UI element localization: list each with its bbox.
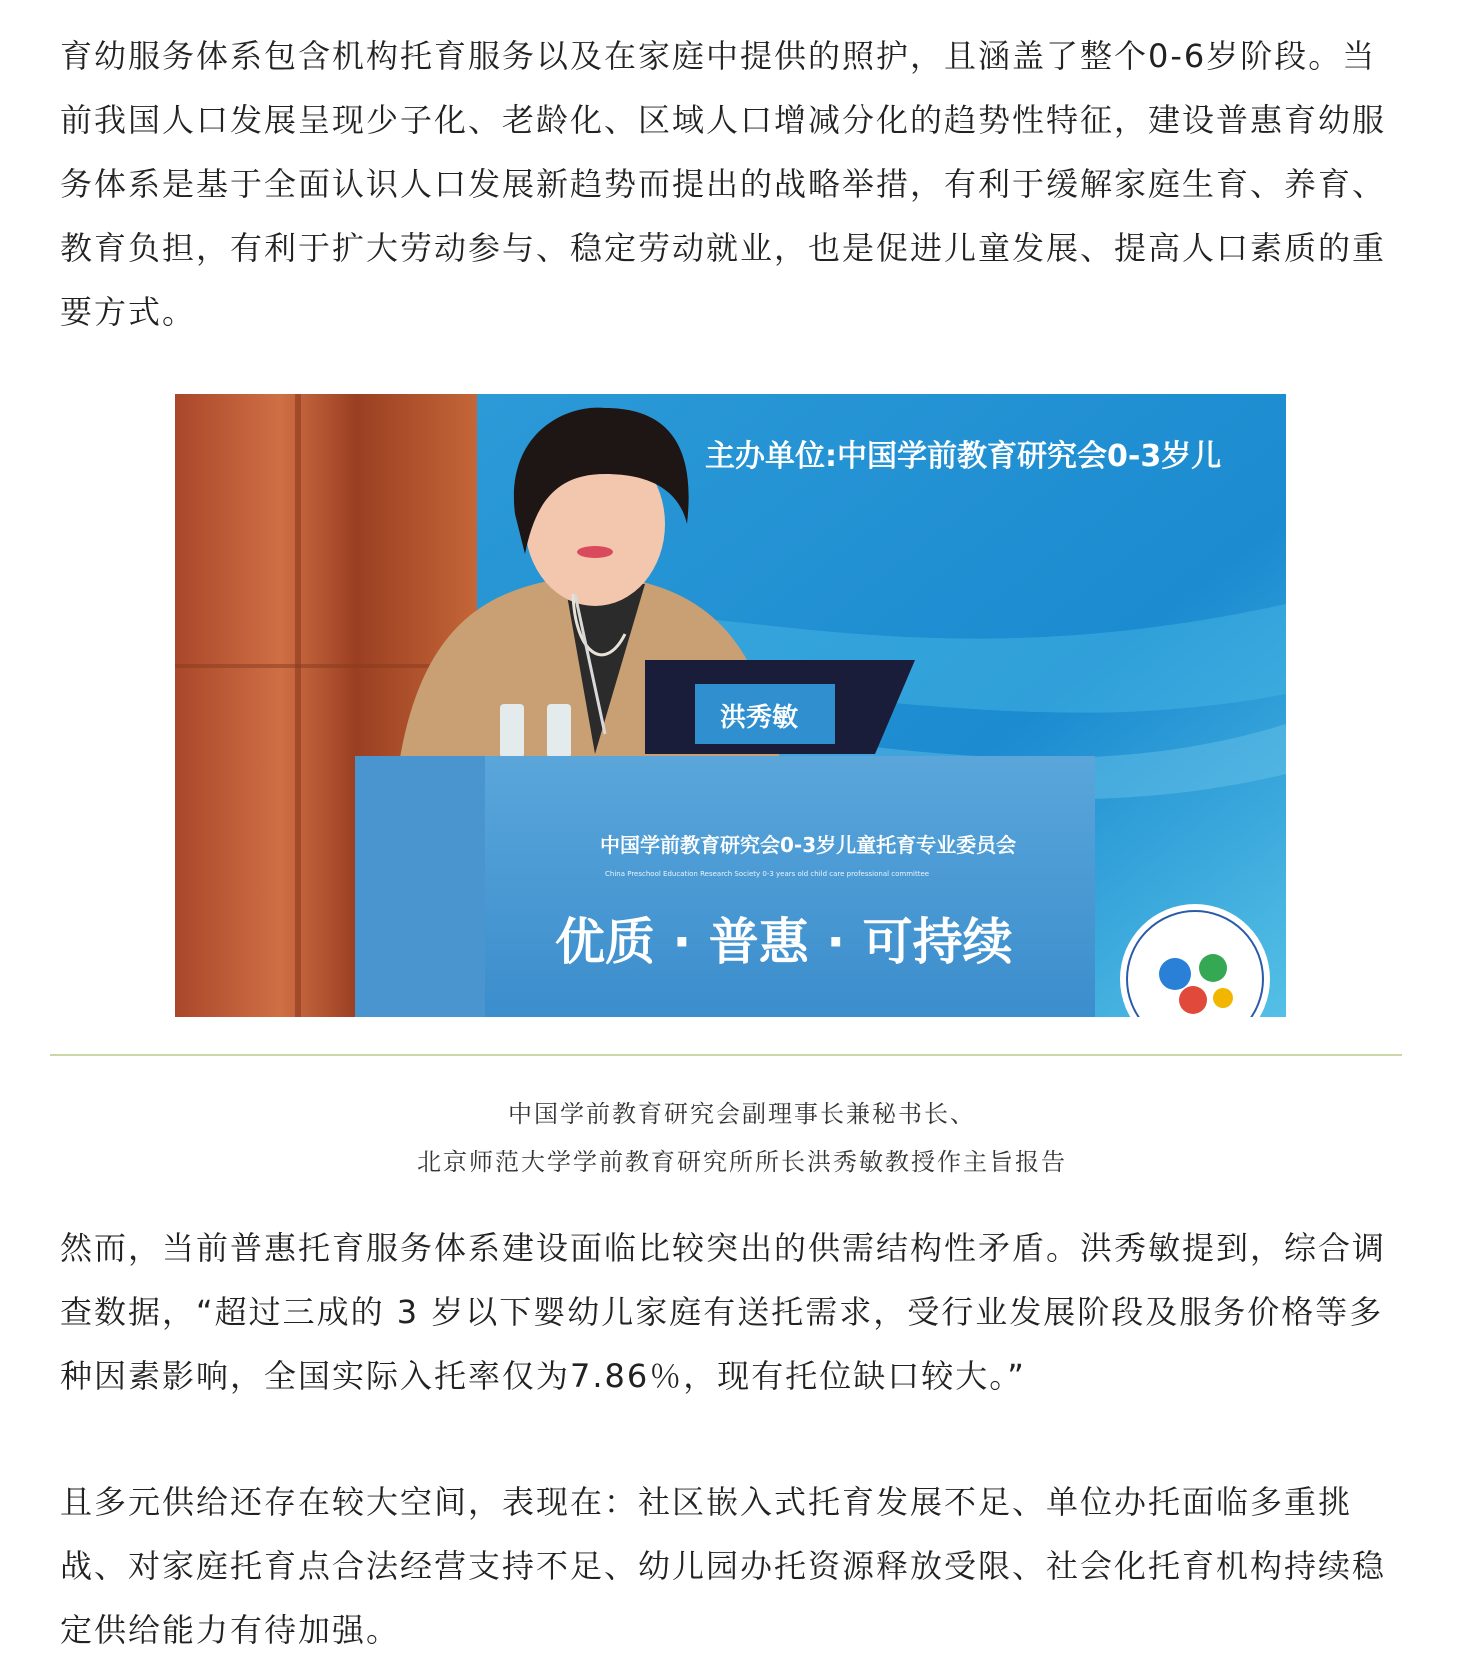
- photo-scene: [175, 394, 1286, 1017]
- podium-subtitle: China Preschool Education Research Society 0-3 years old child care professional committee: [605, 870, 930, 878]
- divider: [50, 1054, 1402, 1056]
- nameplate: 洪秀敏: [720, 703, 799, 733]
- article-paragraph-1: 育幼服务体系包含机构托育服务以及在家庭中提供的照护，且涵盖了整个0-6岁阶段。当前我国人口发展呈现少子化、老龄化、区域人口增减分化的趋势性特征，建设普惠育幼服务体系是基于全面认识人口发展新趋势而提出的战略举措，有利于缓解家庭生育、养育、教育负担，有利于扩大劳动参与、稳定劳动就业，也是促进儿童发展、提高人口素质的重要方式。: [60, 37, 1387, 331]
- backdrop-text: 主办单位:中国学前教育研究会0-3岁儿: [705, 439, 1222, 474]
- photo-caption-line-2: 北京师范大学学前教育研究所所长洪秀敏教授作主旨报告: [417, 1148, 1067, 1176]
- article-paragraph-3: 且多元供给还存在较大空间，表现在：社区嵌入式托育发展不足、单位办托面临多重挑战、对家庭托育点合法经营支持不足、幼儿园办托资源释放受限、社会化托育机构持续稳定供给能力有待加强。: [60, 1483, 1387, 1649]
- article-paragraph-2: 然而，当前普惠托育服务体系建设面临比较突出的供需结构性矛盾。洪秀敏提到，综合调查数据，“超过三成的 3 岁以下婴幼儿家庭有送托需求，受行业发展阶段及服务价格等多种因素影响，全国实际入托率仅为7.86％，现有托位缺口较大。”: [60, 1229, 1387, 1395]
- podium-title: 中国学前教育研究会0-3岁儿童托育专业委员会: [600, 833, 1017, 857]
- photo-caption-line-1: 中国学前教育研究会副理事长兼秘书长、: [508, 1100, 976, 1128]
- speaker-photo: [175, 394, 1286, 1017]
- podium-slogan: 优质 · 普惠 · 可持续: [555, 913, 1013, 971]
